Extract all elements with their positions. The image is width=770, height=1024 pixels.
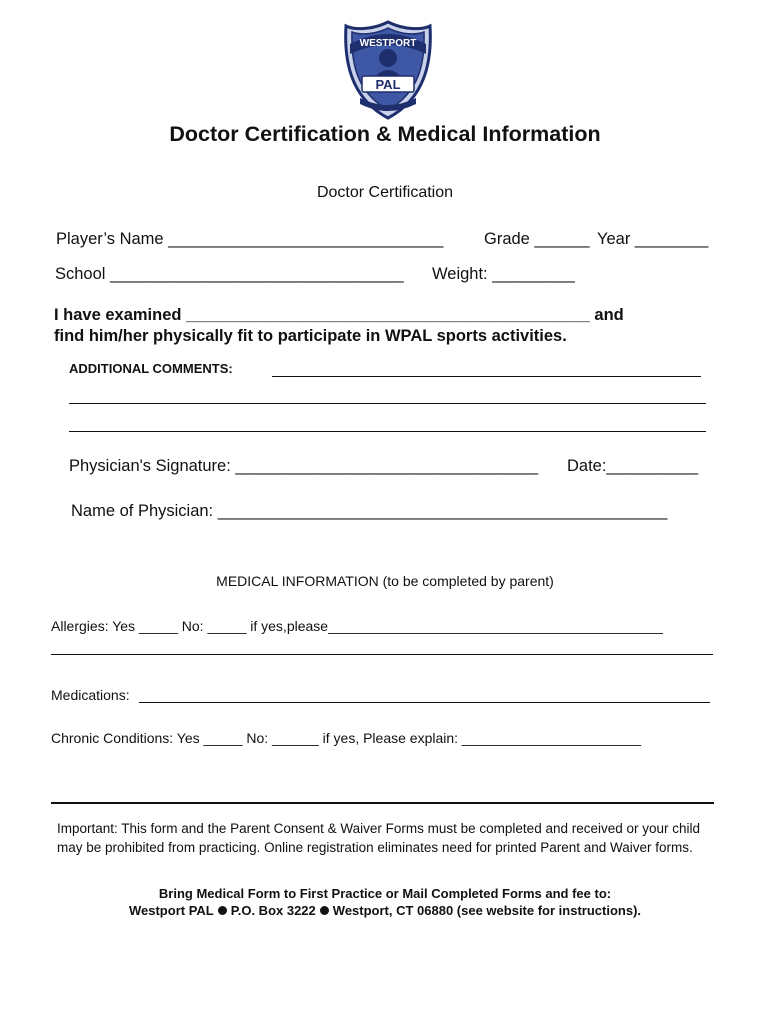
westport-pal-logo <box>342 20 434 120</box>
bullet-icon <box>218 906 227 915</box>
page-subtitle: Doctor Certification <box>316 184 454 201</box>
weight-field[interactable]: Weight: _________ <box>432 265 575 283</box>
allergies-line-2[interactable] <box>51 654 713 655</box>
bring-form-note: Bring Medical Form to First Practice or Mail Completed Forms and fee to: <box>158 886 612 901</box>
bullet-icon <box>320 906 329 915</box>
physician-signature-field[interactable]: Physician's Signature: _________________________________ <box>69 457 539 475</box>
medications-line[interactable] <box>139 702 710 703</box>
comments-line-2[interactable] <box>69 403 706 404</box>
comments-line-1[interactable] <box>272 376 701 377</box>
logo-text-mid: PAL <box>375 77 401 92</box>
grade-field[interactable]: Grade ______ <box>484 230 590 248</box>
additional-comments-label: ADDITIONAL COMMENTS: <box>69 361 233 376</box>
fit-statement: find him/her physically fit to participate in WPAL sports activities. <box>54 327 567 345</box>
page-title: Doctor Certification & Medical Information <box>169 122 601 146</box>
comments-line-3[interactable] <box>69 431 706 432</box>
medications-label: Medications: <box>51 687 130 703</box>
logo-text-top: WESTPORT <box>359 38 417 49</box>
address-po-box: P.O. Box 3222 <box>230 903 316 918</box>
physician-name-field[interactable]: Name of Physician: _________________________________________________ <box>71 502 668 520</box>
examined-statement[interactable]: I have examined ____________________________________________ and <box>54 306 624 324</box>
allergies-field[interactable]: Allergies: Yes _____ No: _____ if yes,please___________________________________________ <box>51 618 663 634</box>
explain-line[interactable] <box>51 802 714 804</box>
chronic-conditions-field[interactable]: Chronic Conditions: Yes _____ No: ______ if yes, Please explain: _______________________ <box>51 730 642 746</box>
date-field[interactable]: Date:__________ <box>567 457 699 475</box>
players-name-field[interactable]: Player’s Name ______________________________ <box>56 230 444 248</box>
school-field[interactable]: School ________________________________ <box>55 265 404 283</box>
year-field[interactable]: Year ________ <box>597 230 709 248</box>
address-city: Westport, CT 06880 (see website for instructions). <box>332 903 642 918</box>
important-notice: Important: This form and the Parent Consent & Waiver Forms must be completed and received or your child may be prohibited from practicing. Online registration eliminates need for printed Parent and Waiver forms. <box>57 821 701 855</box>
mailing-address <box>0 903 770 918</box>
medical-info-heading: MEDICAL INFORMATION (to be completed by parent) <box>216 573 554 589</box>
address-org: Westport PAL <box>128 903 214 918</box>
